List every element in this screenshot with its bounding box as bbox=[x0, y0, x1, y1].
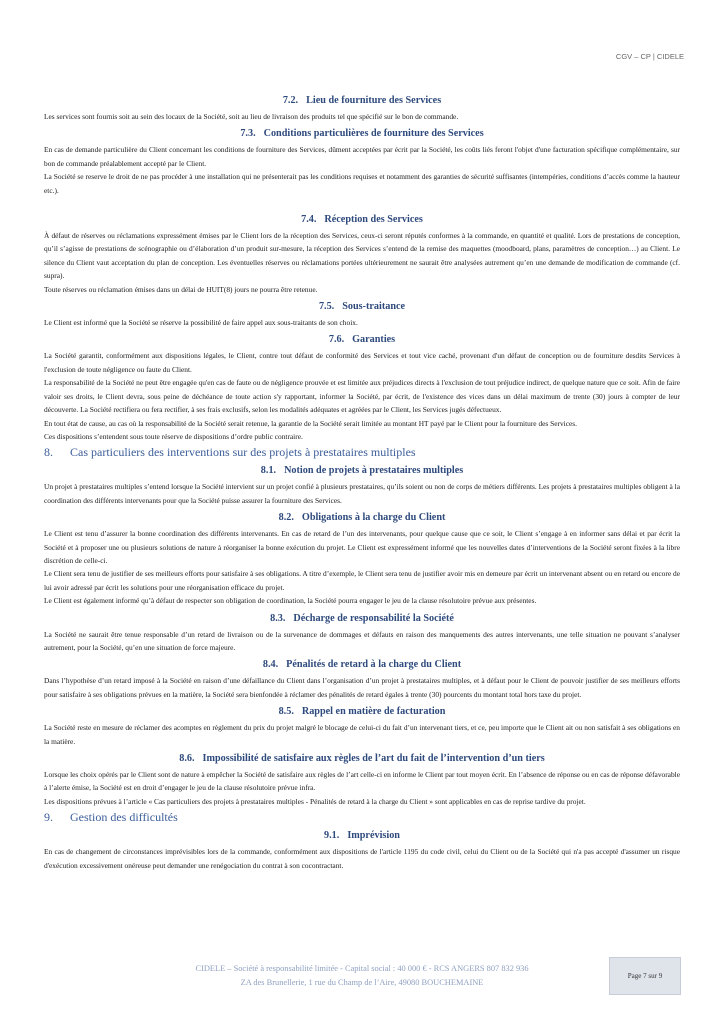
paragraph: Le Client est informé que la Société se réserve la possibilité de faire appel aux sous-traitants de son choix. bbox=[44, 318, 358, 328]
subsection-heading bbox=[44, 658, 680, 672]
heading-title: Réception des Services bbox=[324, 214, 423, 226]
heading-number: 8. bbox=[44, 445, 53, 460]
paragraph: Le Client est tenu d’assurer la bonne coordination des différents intervenants. En cas de retard de l’un des intervenants, pour quelque cause que ce soit, le Client s’engage à en informer sans délai et par écrit la Société et à proposer une ou plusieurs solutions de nature à réorganiser la bonne exécution du projet. Le Client est expressément informé que les nouvelles dates d’interventions de la Société seront fixées à la libre discrétion de celle-ci. bbox=[44, 529, 680, 565]
heading-number: 8.4. bbox=[262, 659, 279, 671]
paragraph: Toute réserves ou réclamation émises dans un délai de HUIT(8) jours ne pourra être retenue. bbox=[44, 284, 318, 294]
paragraph: La Société ne saurait être tenue responsable d’un retard de livraison ou de la survenance de dommages et défauts en raison des manquements des autres intervenants, une telle situation ne pouvant s’analyser autrement, pour la Société, qu’en une situation de force majeure. bbox=[44, 629, 680, 652]
heading-title: Conditions particulières de fourniture des Services bbox=[263, 128, 484, 140]
section-heading bbox=[44, 809, 680, 825]
subsection-heading bbox=[44, 511, 680, 525]
page-number: Page 7 sur 9 bbox=[627, 972, 663, 980]
subsection-heading bbox=[44, 127, 680, 141]
heading-number: 9.1. bbox=[324, 830, 340, 842]
heading-number: 8.3. bbox=[270, 612, 286, 624]
paragraph: Le Client sera tenu de justifier de ses meilleurs efforts pour satisfaire à ses obligations. A titre d’exemple, le Client sera tenu de justifier avoir mis en demeure par écrit un intervenant absent ou en retard ou encore de lui avoir adressé par écrit les solutions pour une réorganisation efficace du projet. bbox=[44, 569, 680, 592]
subsection-heading bbox=[44, 705, 680, 719]
paragraph: La Société reste en mesure de réclamer des acomptes en règlement du prix du projet malgré le blocage de celui-ci du fait d’un intervenant tiers, et ce, peu importe que le Client ait ou non satisfait à ses obligations en la matière. bbox=[44, 723, 680, 746]
document-body bbox=[44, 90, 680, 872]
paragraph: La responsabilité de la Société ne peut être engagée qu'en cas de faute ou de négligence prouvée et est limitée aux préjudices directs à l'exclusion de tout préjudice indirect, de quelque nature que ce soit. Afin de faire valoir ses droits, le Client devra, sous peine de déchéance de toute action s'y rapportant, informer la Société, par écrit, de l'existence des vices dans un délai maximum de trente (30) jours à compter de leur découverte. La Société rectifiera ou fera rectifier, à ses frais exclusifs, selon les modalités adéquates et agréées par le Client, les Services jugés défectueux. bbox=[44, 378, 680, 415]
heading-title: Sous-traitance bbox=[342, 301, 406, 313]
heading-title: Imprévision bbox=[347, 830, 400, 842]
heading-title: Gestion des difficultés bbox=[70, 810, 178, 825]
heading-number: 8.6. bbox=[179, 753, 195, 764]
heading-number: 8.5. bbox=[278, 706, 294, 718]
spacer bbox=[44, 197, 680, 209]
heading-number: 7.2. bbox=[282, 95, 299, 106]
paragraph: La Société garantit, conformément aux dispositions légales, le Client, contre tout défaut de conformité des Services et tout vice caché, provenant d'un défaut de conception ou de fourniture desdits Services à l'exclusion de toute négligence ou faute du Client. bbox=[44, 351, 680, 374]
heading-number: 7.6. bbox=[328, 334, 345, 346]
paragraph: Le Client est également informé qu’à défaut de respecter son obligation de coordination, la Société pourra engager le jeu de la clause résolutoire prévue aux présentes. bbox=[44, 596, 537, 606]
section-heading bbox=[44, 444, 680, 460]
heading-title: Pénalités de retard à la charge du Client bbox=[286, 659, 462, 671]
subsection-heading bbox=[44, 829, 680, 843]
subsection-heading bbox=[44, 94, 680, 108]
heading-number: 7.4. bbox=[301, 214, 317, 226]
heading-title: Rappel en matière de facturation bbox=[301, 706, 446, 718]
subsection-heading bbox=[44, 333, 680, 347]
subsection-heading bbox=[44, 213, 680, 227]
paragraph: Ces dispositions s’entendent sous toute réserve de dispositions d’ordre public contraire. bbox=[44, 431, 303, 441]
heading-number: 9. bbox=[44, 810, 53, 825]
subsection-heading bbox=[44, 464, 680, 478]
paragraph: Un projet à prestataires multiples s’entend lorsque la Société intervient sur un projet confié à plusieurs prestataires, qu’ils soient ou non de corps de métiers différents. Les projets à prestataires multiples obligent à la coordination des différents intervenants pour que la Société puisse assurer la fourniture des Services. bbox=[44, 482, 680, 505]
paragraph: En cas de changement de circonstances imprévisibles lors de la commande, conformément aux dispositions de l'article 1195 du code civil, celui du Client ou de la Société qui n'a pas accepté d'assumer un risque d'exécution excessivement onéreuse peut demander une renégociation du contrat à son cocontractant. bbox=[44, 847, 680, 870]
heading-number: 7.3. bbox=[240, 128, 256, 140]
document-header-ref: CGV – CP | CIDELE bbox=[615, 52, 684, 61]
heading-title: Notion de projets à prestataires multiples bbox=[284, 465, 464, 477]
paragraph: Les dispositions prévues à l’article « Cas particuliers des projets à prestataires multiples - Pénalités de retard à la charge du Client » sont applicables en cas de reprise tardive du projet. bbox=[44, 796, 586, 806]
subsection-heading bbox=[44, 752, 680, 766]
heading-title: Cas particuliers des interventions sur des projets à prestataires multiples bbox=[70, 445, 416, 460]
heading-title: Impossibilité de satisfaire aux règles de l’art du fait de l’intervention d’un tiers bbox=[202, 753, 545, 764]
heading-title: Obligations à la charge du Client bbox=[301, 512, 446, 524]
footer-company-info: CIDELE – Société à responsabilité limitée - Capital social : 40 000 € - RCS ANGERS 807 832 936 bbox=[195, 964, 529, 973]
footer-address: ZA des Brunellerie, 1 rue du Champ de l’Aire, 49080 BOUCHEMAINE bbox=[240, 978, 484, 987]
page-number-box bbox=[609, 957, 681, 995]
subsection-heading bbox=[44, 612, 680, 626]
paragraph: La Société se reserve le droit de ne pas procéder à une installation qui ne présenterait pas les conditions requises et notamment des garanties de sécurité suffisantes (intempéries, conditions d’accès comme la hauteur etc.). bbox=[44, 172, 680, 195]
heading-number: 8.2. bbox=[278, 512, 294, 524]
heading-number: 8.1. bbox=[260, 465, 277, 477]
heading-number: 7.5. bbox=[318, 301, 335, 313]
paragraph: Les services sont fournis soit au sein des locaux de la Société, soit au lieu de livraison des produits tel que spécifié sur le bon de commande. bbox=[44, 112, 459, 121]
heading-title: Décharge de responsabilité la Société bbox=[293, 612, 454, 624]
heading-title: Garanties bbox=[352, 334, 396, 346]
paragraph: En cas de demande particulière du Client concernant les conditions de fourniture des Services, dûment acceptées par écrit par la Société, les coûts liés feront l'objet d'une facturation spécifique complémentaire, sur bon de commande préalablement accepté par le Client. bbox=[44, 145, 680, 168]
subsection-heading bbox=[44, 300, 680, 314]
paragraph: Dans l’hypothèse d’un retard imposé à la Société en raison d’une défaillance du Client dans l’organisation d’un projet à prestataires multiples, et à défaut pour le Client de pouvoir justifier de ses meilleurs efforts pour satisfaire à ses obligations prévues en la matière, la Société sera bienfondée à réclamer des pénalités de retard égales à trente (30) pourcents du montant total hors taxe du projet. bbox=[44, 676, 680, 699]
paragraph: À défaut de réserves ou réclamations expressément émises par le Client lors de la réception des Services, ceux-ci seront réputés conformes à la commande, en quantité et qualité. Lors de prestations de conception, qu’il s’agisse de prestations de scénographie ou d’élaboration d’un produit sur-mesure, la réception des Services s’entend de la remise des maquettes (moodboard, plans, paramètres de conception…) au Client. Le silence du Client vaut acceptation du plan de conception. Les éventuelles réserves ou réclamations portées ultérieurement ne saurait être analysées autrement qu’en une demande de modification de commande (cf. supra). bbox=[44, 231, 680, 281]
paragraph: En tout état de cause, au cas où la responsabilité de la Société serait retenue, la garantie de la Société serait limitée au montant HT payé par le Client pour la fourniture des Services. bbox=[44, 418, 578, 428]
paragraph: Lorsque les choix opérés par le Client sont de nature à empêcher la Société de satisfaire aux règles de l’art celle-ci en informe le Client par tout moyen écrit. En l’absence de réponse ou en cas de réponse défavorable à l’alerte émise, la Société est en droit d’engager le jeu de la clause résolutoire prévue infra. bbox=[44, 770, 680, 793]
heading-title: Lieu de fourniture des Services bbox=[306, 95, 442, 106]
